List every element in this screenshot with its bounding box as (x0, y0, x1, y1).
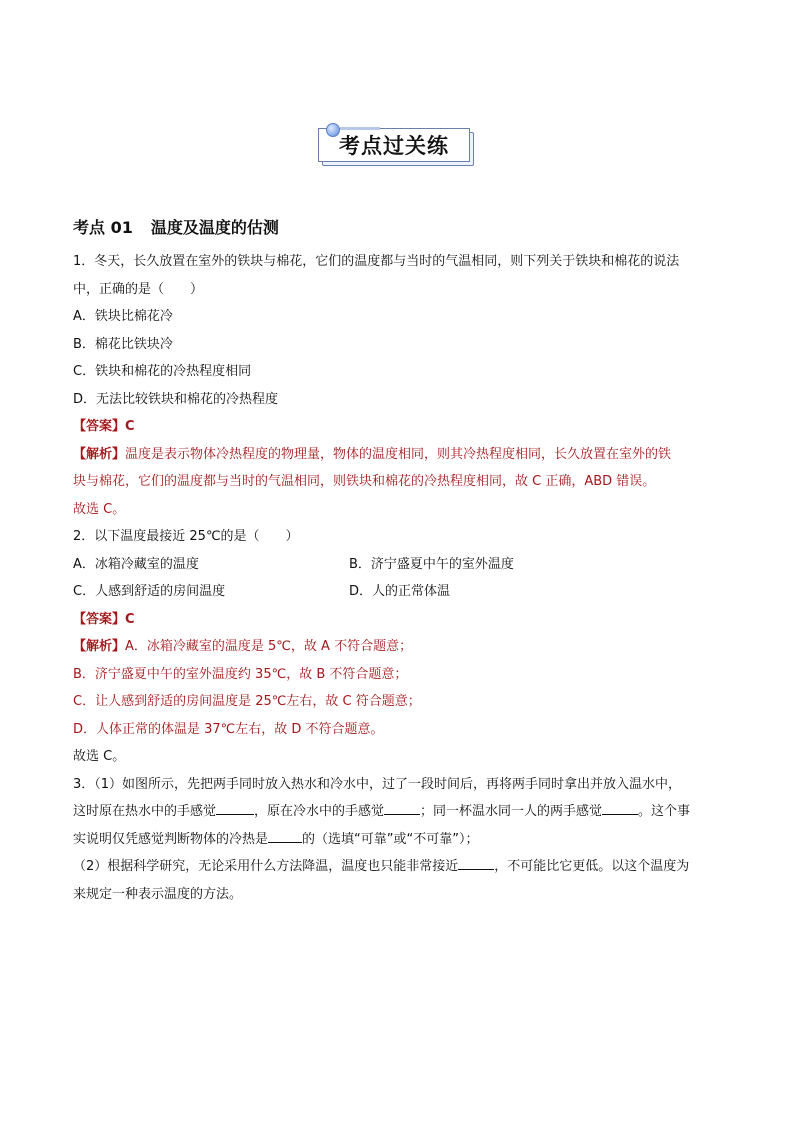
q3-part2-line1 (73, 853, 725, 881)
q1-answer (73, 413, 725, 441)
q2-option-d: D．人的正常体温 (349, 584, 451, 599)
q2-analysis-line1 (73, 633, 725, 661)
q3-text: 。这个事 (638, 804, 691, 819)
q1-stem-line1: 1．冬天，长久放置在室外的铁块与棉花，它们的温度都与当时的气温相同，则下列关于铁块和棉花的说法 (73, 254, 680, 269)
q3-part2-line2: 来规定一种表示温度的方法。 (73, 886, 243, 902)
analysis-tag: 【解析】 (73, 639, 126, 654)
q3-text: 的（选填“可靠”或“不可靠”）； (302, 831, 479, 847)
q1-analysis-line1 (73, 441, 725, 469)
badge-decor-bar (340, 127, 380, 130)
section-label: 考点 01 (73, 218, 133, 237)
section-heading (73, 216, 725, 240)
q3-text: （2）根据科学研究，无论采用什么方法降温，温度也只能非常接近 (73, 859, 459, 874)
q1-option-b: B．棉花比铁块冷 (73, 336, 173, 352)
analysis-text: 温度是表示物体冷热程度的物理量，物体的温度相同，则其冷热程度相同，长久放置在室外的铁 (125, 446, 672, 462)
q1-option-c: C．铁块和棉花的冷热程度相同 (73, 364, 252, 379)
q2-options-row2 (73, 578, 725, 606)
answer-tag: 【答案】 (73, 611, 126, 627)
q2-option-c: C．人感到舒适的房间温度 (73, 584, 226, 599)
q3-part1-line1: 3．（1）如图所示，先把两手同时放入热水和冷水中，过了一段时间后，再将两手同时拿出并放入温水中， (73, 776, 682, 792)
q2-analysis-line4: D．人体正常的体温是 37℃左右，故 D 不符合题意。 (73, 721, 384, 737)
q3-blank-3[interactable] (602, 800, 638, 815)
q3-blank-2[interactable] (384, 800, 420, 815)
answer-tag: 【答案】 (73, 419, 126, 434)
document-body (73, 216, 725, 908)
q3-part1-line2 (73, 798, 725, 826)
section-badge (318, 126, 474, 166)
q2-answer (73, 606, 725, 634)
q2-stem: 2．以下温度最接近 25℃的是（ ） (73, 529, 299, 544)
q3-blank-4[interactable] (268, 828, 302, 843)
q3-blank-1[interactable] (216, 800, 254, 815)
badge-dot-icon (326, 123, 340, 137)
q1-stem-line2: 中，正确的是（ ） (73, 281, 204, 297)
q2-option-b: B．济宁盛夏中午的室外温度 (349, 556, 514, 572)
analysis-text: A．冰箱冷藏室的温度是 5℃，故 A 不符合题意； (125, 639, 413, 654)
q2-options-row1 (73, 551, 725, 579)
q3-text: 实说明仅凭感觉判断物体的冷热是 (73, 831, 269, 847)
q2-analysis-line2: B．济宁盛夏中午的室外温度约 35℃，故 B 不符合题意； (73, 666, 408, 682)
q3-blank-5[interactable] (458, 855, 494, 870)
q3-text: ，不可能比它更低。以这个温度为 (494, 859, 690, 874)
answer-value: C (125, 419, 135, 434)
q2-conclusion: 故选 C。 (73, 749, 126, 764)
badge-title: 考点过关练 (318, 128, 470, 162)
q1-option-a: A．铁块比棉花冷 (73, 309, 173, 324)
q1-option-d: D．无法比较铁块和棉花的冷热程度 (73, 391, 279, 407)
q2-analysis-line3: C．让人感到舒适的房间温度是 25℃左右，故 C 符合题意； (73, 694, 421, 709)
analysis-tag: 【解析】 (73, 446, 126, 462)
answer-value: C (125, 611, 135, 627)
section-name: 温度及温度的估测 (150, 218, 279, 237)
q1-analysis-line2: 块与棉花，它们的温度都与当时的气温相同，则铁块和棉花的冷热程度相同，故 C 正确，ABD 错误。 (73, 474, 656, 489)
q1-conclusion: 故选 C。 (73, 501, 126, 517)
q3-text: ；同一杯温水同一人的两手感觉 (420, 804, 603, 819)
q2-option-a: A．冰箱冷藏室的温度 (73, 556, 199, 572)
q3-text: ，原在冷水中的手感觉 (254, 804, 385, 819)
q3-part1-line3 (73, 826, 725, 854)
q3-text: 这时原在热水中的手感觉 (73, 804, 217, 819)
